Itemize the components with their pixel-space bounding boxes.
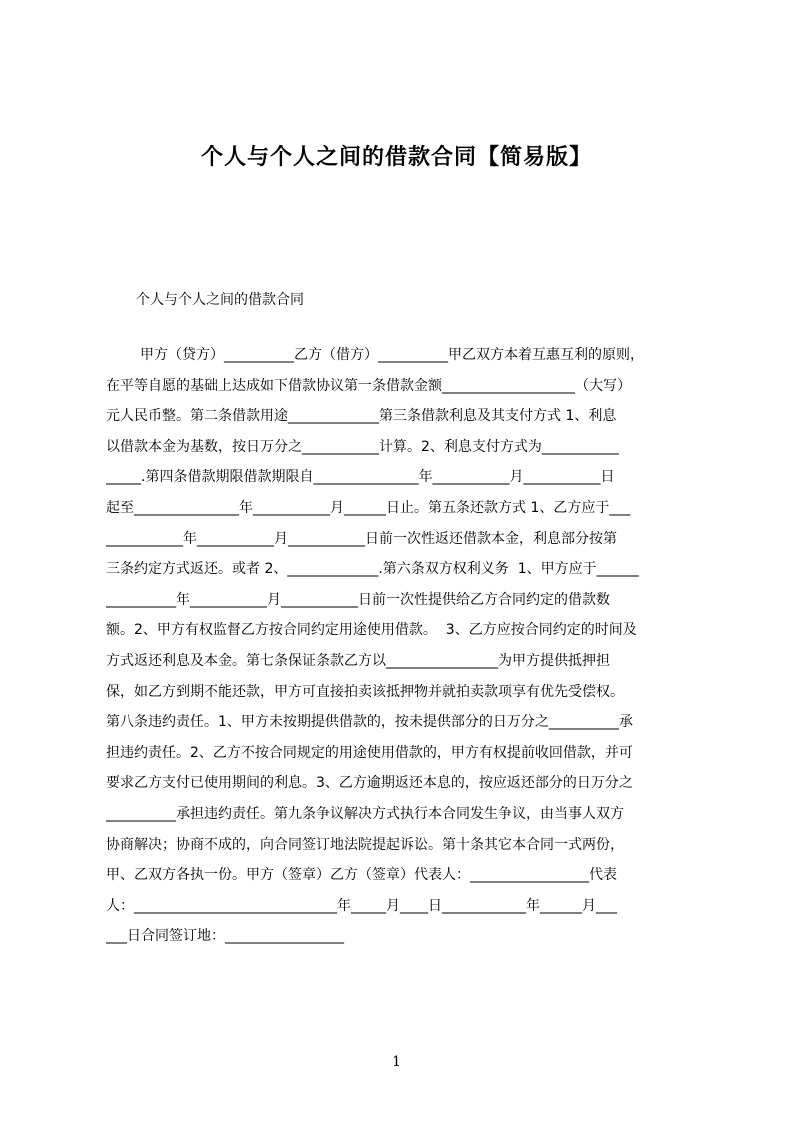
contract-line: 甲方（贷方）__________乙方（借方）__________甲乙双方本着互惠互利的原则， [140, 347, 644, 363]
contract-line: 起至_______________年___________月______日止。第五条还款方式 1、乙方应于___ [106, 499, 631, 516]
contract-line: 在平等自愿的基础上达成如下借款协议第一条借款金额___________________（大写） [106, 377, 631, 394]
document-title: 个人与个人之间的借款合同【简易版】 [200, 145, 592, 170]
contract-line: __________年___________月___________日前一次性提供给乙方合同约定的借款数 [106, 591, 610, 608]
contract-line: 方式返还利息及本金。第七条保证条款乙方以________________为甲方提供抵押担 [106, 652, 610, 669]
contract-line: 额。2、甲方有权监督乙方按合同约定用途使用借款。 3、乙方应按合同约定的时间及 [106, 622, 637, 639]
contract-line: 甲、乙双方各执一份。甲方（签章）乙方（签章）代表人：_________________代表 [106, 867, 617, 884]
contract-line: 三条约定方式返还。或者 2、_____________.第六条双方权利义务 1、甲方应于______ [106, 561, 639, 578]
contract-line: 元人民币整。第二条借款用途_____________第三条借款利息及其支付方式 1、利息 [106, 408, 617, 425]
contract-line: __________承担违约责任。第九条争议解决方式执行本合同发生争议，由当事人双方 [106, 805, 624, 822]
contract-line: ___________年___________月___________日前一次性返还借款本金，利息部分按第 [106, 530, 617, 547]
contract-line: 协商解决；协商不成的，向合同签订地法院提起诉讼。第十条其它本合同一式两份， [106, 836, 624, 853]
contract-line: 担违约责任。2、乙方不按合同规定的用途使用借款的，甲方有权提前收回借款，并可 [106, 744, 633, 761]
contract-line: 以借款本金为基数，按日万分之___________计算。2、利息支付方式为___________ [106, 438, 619, 455]
contract-line: 要求乙方支付已使用期间的利息。3、乙方逾期返还本息的，按应返还部分的日万分之 [106, 775, 633, 792]
document-subtitle: 个人与个人之间的借款合同 [136, 292, 304, 308]
contract-line: 第八条违约责任。1、甲方未按期提供借款的，按未提供部分的日万分之__________承 [106, 714, 633, 731]
contract-body [106, 340, 698, 952]
contract-line: 保，如乙方到期不能还款，甲方可直接拍卖该抵押物并就拍卖款项享有优先受偿权。 [106, 683, 624, 700]
contract-line: ___日合同签订地：_________________ [106, 928, 344, 945]
contract-line: _____.第四条借款期限借款期限自_______________年___________月___________日 [106, 469, 615, 486]
contract-line: 人：_____________________________年_____月____日____________年______月___ [106, 897, 617, 914]
page-number: 1 [392, 1054, 401, 1070]
